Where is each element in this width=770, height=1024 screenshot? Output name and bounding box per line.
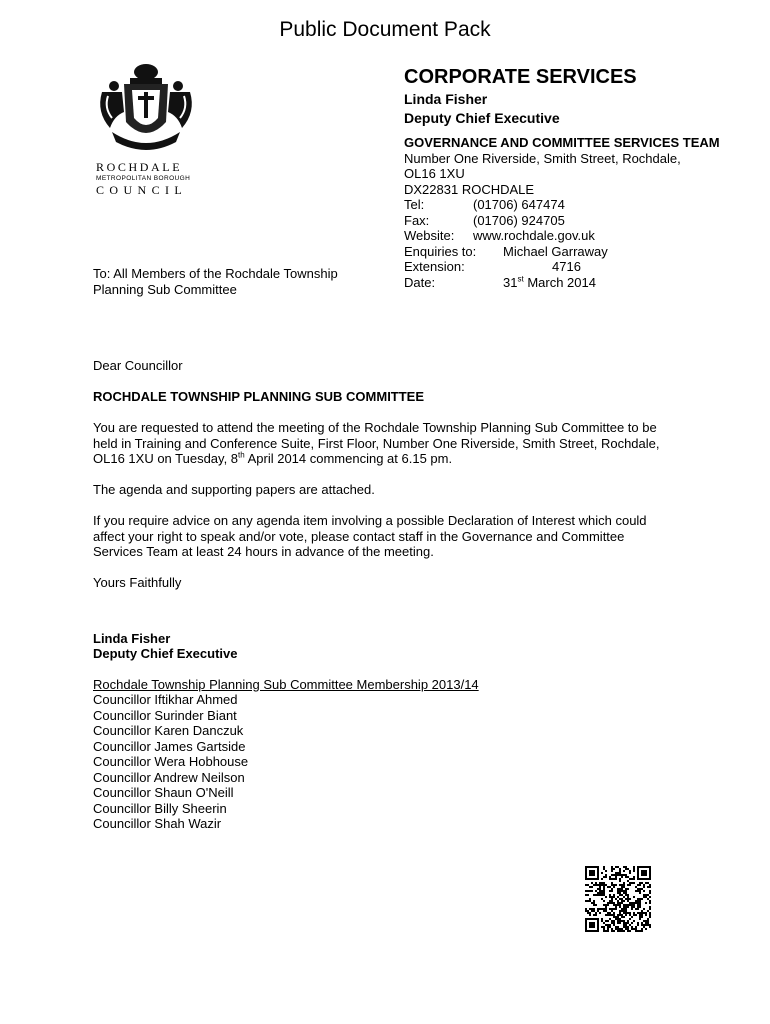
enquiries-value: Michael Garraway [503, 243, 608, 259]
member-item: Councillor Andrew Neilson [93, 769, 245, 785]
crest-word-council: COUNCIL [96, 183, 188, 197]
pack-title: Public Document Pack [279, 18, 491, 41]
tel-label: Tel: [404, 197, 425, 212]
recipient-line-2: Planning Sub Committee [93, 281, 237, 297]
sender-role: Deputy Chief Executive [404, 110, 560, 126]
enquiries-label: Enquiries to: [404, 243, 477, 259]
membership-heading: Rochdale Township Planning Sub Committee Membership 2013/14 [93, 676, 479, 692]
member-item: Councillor James Gartside [93, 738, 246, 754]
fax-value: (01706) 924705 [473, 212, 565, 228]
member-item: Councillor Karen Danczuk [93, 723, 244, 738]
recipient-line-1: To: All Members of the Rochdale Township [93, 266, 338, 281]
crest-word-metropolitan: METROPOLITAN BOROUGH [96, 175, 191, 182]
crest-word-rochdale: ROCHDALE [96, 160, 183, 174]
website-row [404, 228, 734, 244]
member-item: Councillor Wera Hobhouse [93, 754, 249, 769]
enquiries-row [404, 244, 734, 260]
fax-row [404, 213, 734, 229]
member-item: Councillor Surinder Biant [93, 707, 237, 723]
coat-of-arms-icon [94, 62, 198, 158]
extension-label: Extension: [404, 259, 465, 274]
recipient-block [93, 266, 383, 297]
member-item: Councillor Billy Sheerin [93, 800, 227, 816]
signature-role: Deputy Chief Executive [93, 646, 238, 661]
extension-value: 4716 [552, 259, 581, 274]
date-day: 31 [503, 274, 518, 290]
date-label: Date: [404, 274, 436, 290]
meeting-text-end: April 2014 commencing at 6.15 pm. [244, 451, 453, 466]
date-value [503, 275, 596, 291]
extension-row [404, 259, 734, 275]
council-crest [94, 62, 198, 197]
member-item: Councillor Iftikhar Ahmed [93, 692, 238, 707]
meeting-paragraph [93, 420, 663, 467]
salutation: Dear Councillor [93, 358, 183, 373]
date-row [404, 275, 734, 291]
meeting-text: You are requested to attend the meeting of the Rochdale Township Planning Sub Committee to be held in Training and Conference Suite, First Floor, Number One Riverside, Smith Street, Rochdale, OL16 1XU on Tuesday, 8 [93, 420, 660, 466]
tel-row [404, 197, 734, 213]
letterhead-block [404, 64, 734, 290]
fax-label: Fax: [404, 212, 430, 228]
dx-number: DX22831 ROCHDALE [404, 181, 535, 197]
letter-body [93, 358, 663, 832]
date-rest: March 2014 [523, 274, 596, 290]
website-label: Website: [404, 228, 455, 243]
agenda-paragraph: The agenda and supporting papers are attached. [93, 482, 375, 497]
address-line-1: Number One Riverside, Smith Street, Rochdale, [404, 150, 681, 166]
date-suffix: st [517, 274, 524, 284]
tel-value: (01706) 647474 [473, 197, 565, 212]
signature-name: Linda Fisher [93, 630, 171, 646]
member-item: Councillor Shah Wazir [93, 816, 222, 831]
interest-paragraph: If you require advice on any agenda item involving a possible Declaration of Interest which could affect your right to speak and/or vote, please contact staff in the Governance and Committee Services Team at least 24 hours in advance of the meeting. [93, 513, 647, 559]
website-value[interactable]: www.rochdale.gov.uk [473, 228, 595, 243]
closing: Yours Faithfully [93, 575, 182, 590]
member-item: Councillor Shaun O'Neill [93, 785, 234, 800]
sender-name: Linda Fisher [404, 91, 488, 107]
meeting-date-suffix: th [238, 450, 245, 460]
address-line-2: OL16 1XU [404, 166, 465, 181]
qr-code-icon [585, 866, 651, 932]
letter-heading: ROCHDALE TOWNSHIP PLANNING SUB COMMITTEE [93, 389, 425, 404]
department-title: CORPORATE SERVICES [404, 66, 637, 88]
team-name: GOVERNANCE AND COMMITTEE SERVICES TEAM [404, 135, 720, 150]
membership-list [93, 692, 663, 832]
